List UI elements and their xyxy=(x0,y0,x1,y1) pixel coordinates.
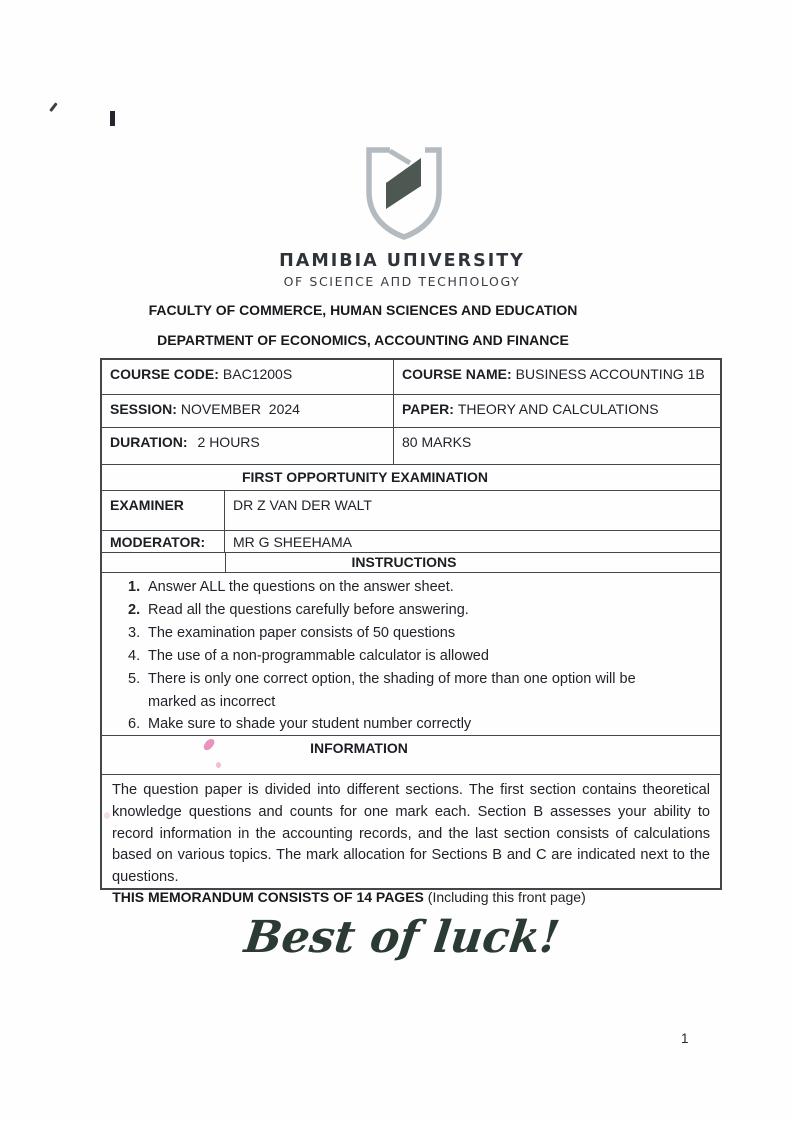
instruction-text: There is only one correct option, the shading of more than one option will be marked as incorrect xyxy=(148,668,706,714)
session-cell xyxy=(102,395,394,427)
logo-wordmark-line2: OF SCIEΠCE AΠD TECHΠOLOGY xyxy=(283,274,521,289)
pink-ink-faint xyxy=(104,812,110,819)
instruction-text: The use of a non-programmable calculator is allowed xyxy=(148,647,489,664)
moderator-label: MODERATOR: xyxy=(110,534,206,550)
faculty-heading: FACULTY OF COMMERCE, HUMAN SCIENCES AND EDUCATION xyxy=(148,302,578,318)
course-name-label: COURSE NAME: xyxy=(402,366,512,382)
examiner-row xyxy=(102,490,720,530)
memo-bold: THIS MEMORANDUM CONSISTS OF 14 PAGES xyxy=(112,889,424,905)
instruction-text: Read all the questions carefully before answering. xyxy=(148,601,469,618)
paper-cell xyxy=(394,395,720,427)
moderator-value: MR G SHEEHAMA xyxy=(233,534,353,550)
duration-row xyxy=(102,427,720,464)
instruction-item xyxy=(128,599,706,622)
instruction-text: The examination paper consists of 50 questions xyxy=(148,624,456,641)
course-code-row xyxy=(102,360,720,394)
instruction-item xyxy=(128,576,706,599)
instruction-text-line2: marked as incorrect xyxy=(148,693,276,710)
duration-value: 2 HOURS xyxy=(197,434,260,450)
information-title: INFORMATION xyxy=(310,740,408,756)
instruction-item xyxy=(128,622,706,645)
course-code-value: BAC1200S xyxy=(222,366,293,382)
duration-label: DURATION: xyxy=(110,434,188,450)
pen-tick-mark xyxy=(49,102,57,111)
memo-note: (Including this front page) xyxy=(423,889,586,905)
instruction-number: 2. xyxy=(128,601,141,618)
instruction-number: 5. xyxy=(128,670,141,687)
instructions-title: INSTRUCTIONS xyxy=(351,554,457,570)
duration-cell xyxy=(102,428,394,464)
examiner-label-cell xyxy=(102,491,225,530)
logo-flag xyxy=(386,158,421,209)
examiner-value: DR Z VAN DER WALT xyxy=(233,497,372,513)
course-name-value: BUSINESS ACCOUNTING 1B xyxy=(515,366,705,382)
instruction-number: 1. xyxy=(128,579,141,595)
instructions-list xyxy=(102,573,720,735)
examiner-label: EXAMINER xyxy=(110,497,184,513)
session-value: NOVEMBER 2024 xyxy=(180,401,300,417)
nust-logo xyxy=(360,145,448,240)
instruction-number: 4. xyxy=(128,647,141,664)
instruction-item xyxy=(128,713,706,735)
course-code-cell xyxy=(102,360,394,394)
page-number: 1 xyxy=(681,1031,689,1046)
stray-ink-bar xyxy=(110,111,115,126)
session-label: SESSION: xyxy=(110,401,177,417)
instruction-text: Make sure to shade your student number correctly xyxy=(148,716,472,733)
instructions-list-row xyxy=(102,572,720,735)
shield-notch-line xyxy=(390,151,410,163)
course-name-cell xyxy=(394,360,720,394)
exam-info-table xyxy=(100,358,722,890)
information-body-row xyxy=(102,774,720,888)
instructions-header-row xyxy=(102,552,720,572)
instruction-item xyxy=(128,668,706,714)
memo-line xyxy=(0,889,746,905)
paper-value: THEORY AND CALCULATIONS xyxy=(457,401,659,417)
course-code-label: COURSE CODE: xyxy=(110,366,219,382)
logo-wordmark-line1: ΠAMIBIA UΠIVERSITY xyxy=(279,251,525,271)
moderator-label-cell xyxy=(102,531,225,552)
moderator-row xyxy=(102,530,720,552)
instruction-number: 3. xyxy=(128,624,141,641)
exam-title-row xyxy=(102,464,720,490)
exam-title: FIRST OPPORTUNITY EXAMINATION xyxy=(241,469,489,485)
department-heading: DEPARTMENT OF ECONOMICS, ACCOUNTING AND FINANCE xyxy=(157,332,569,348)
marks-cell xyxy=(394,428,720,464)
paper-label: PAPER: xyxy=(402,401,454,417)
information-header-row xyxy=(102,735,720,774)
instruction-text: Answer ALL the questions on the answer sheet. xyxy=(148,579,454,595)
session-row xyxy=(102,394,720,427)
instruction-item xyxy=(128,645,706,668)
information-body: The question paper is divided into different sections. The first section contains theoretical knowledge questions and counts for one mark each. Section B assesses your ability to record information in the accounting records, and the last section consists of calculations based on various topics. The mark allocation for Sections B and C are indicated next to the questions. xyxy=(112,782,710,886)
best-of-luck-script: Best of luck! xyxy=(241,912,563,963)
instruction-number: 6. xyxy=(128,716,141,733)
pink-ink-dot xyxy=(216,762,221,768)
marks-value: 80 MARKS xyxy=(402,434,472,450)
